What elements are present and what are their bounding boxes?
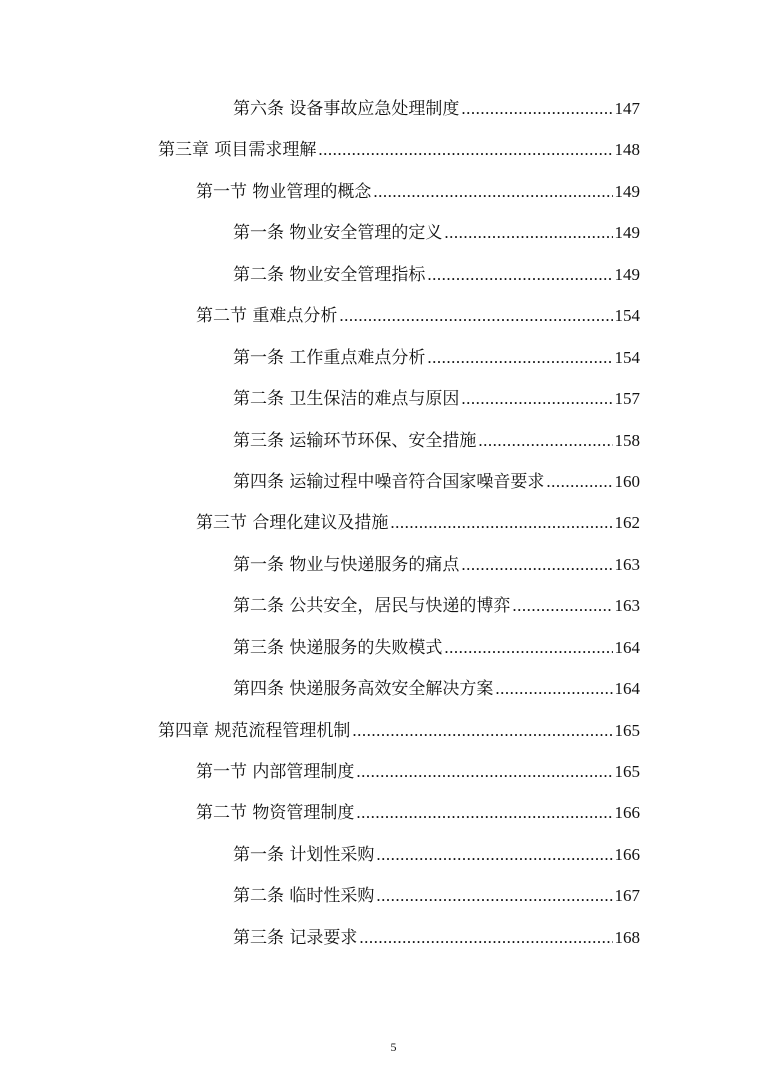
toc-dot-leader [373,171,612,212]
toc-dot-leader [444,212,612,253]
toc-dot-leader [339,295,612,336]
toc-entry-page: 165 [614,762,640,781]
toc-dot-leader [352,710,612,751]
toc-entry-title: 第三节 合理化建议及措施 [196,513,389,534]
toc-entry[interactable] [0,544,640,585]
toc-dot-leader [427,337,612,378]
toc-entry-page: 164 [614,637,640,657]
toc-entry[interactable] [0,420,640,461]
toc-entry[interactable] [0,129,640,170]
toc-dot-leader [356,792,612,833]
toc-entry-title: 第三章 项目需求理解 [158,140,317,161]
toc-dot-leader [546,461,612,502]
toc-entry-page: 158 [614,430,640,450]
toc-entry-title: 第四章 规范流程管理机制 [158,720,351,741]
toc-entry-title: 第一条 工作重点难点分析 [233,347,426,368]
toc-entry-page: 157 [614,389,640,409]
toc-entry[interactable] [0,212,640,253]
toc-entry[interactable] [0,461,640,502]
toc-dot-leader [359,917,612,958]
page-number: 5 [390,1040,397,1054]
toc-entry-page: 162 [614,513,640,533]
toc-entry[interactable] [0,627,640,668]
toc-entry-page: 149 [614,223,640,243]
toc-entry-title: 第四条 快递服务高效安全解决方案 [233,679,494,700]
toc-entry[interactable] [0,710,640,751]
toc-entry-page: 148 [614,140,640,160]
toc-entry-page: 166 [614,844,640,864]
toc-entry-page: 149 [614,264,640,284]
toc-dot-leader [356,751,612,792]
toc-entry-page: 165 [614,720,640,740]
toc-entry[interactable] [0,585,640,626]
toc-entry[interactable] [0,917,640,958]
toc-entry[interactable] [0,171,640,212]
toc-dot-leader [318,129,612,170]
toc-entry-page: 166 [614,803,640,823]
toc-entry-page: 163 [614,554,640,574]
toc-entry-page: 147 [614,99,640,118]
toc-dot-leader [427,254,612,295]
toc-dot-leader [444,627,612,668]
toc-entry[interactable] [0,88,640,129]
toc-entry-page: 168 [614,927,640,947]
toc-entry[interactable] [0,295,640,336]
toc-entry-title: 第二条 临时性采购 [233,886,375,907]
toc-dot-leader [478,420,612,461]
toc-entry-title: 第一节 内部管理制度 [196,762,355,782]
toc-dot-leader [461,544,612,585]
toc-entry-title: 第一条 物业安全管理的定义 [233,223,443,244]
toc-dot-leader [376,875,612,916]
toc-entry-title: 第二条 物业安全管理指标 [233,264,426,285]
toc-entry-page: 149 [614,181,640,201]
toc-entry-title: 第二节 重难点分析 [196,306,338,327]
toc-entry-title: 第一条 计划性采购 [233,844,375,865]
toc-entry[interactable] [0,378,640,419]
toc-entry-title: 第三条 快递服务的失败模式 [233,637,443,658]
toc-entry-title: 第二条 公共安全，居民与快递的博弈 [233,596,511,617]
toc-entry-title: 第三条 运输环节环保、安全措施 [233,430,477,451]
toc-entry-title: 第二节 物资管理制度 [196,803,355,824]
toc-entry-page: 167 [614,886,640,906]
toc-entry-title: 第二条 卫生保洁的难点与原因 [233,389,460,410]
toc-entry[interactable] [0,668,640,709]
toc-dot-leader [390,502,612,543]
toc-entry-title: 第一节 物业管理的概念 [196,181,372,202]
toc-entry-title: 第四条 运输过程中噪音符合国家噪音要求 [233,471,545,492]
toc-dot-leader [495,668,612,709]
toc-entry-page: 163 [614,596,640,616]
toc-entry-title: 第三条 记录要求 [233,927,358,948]
toc-entry-page: 154 [614,347,640,367]
toc-entry[interactable] [0,254,640,295]
toc-entry[interactable] [0,502,640,543]
toc-dot-leader [461,378,612,419]
toc-entry-page: 154 [614,306,640,326]
toc-dot-leader [512,585,612,626]
toc-entry[interactable] [0,834,640,875]
toc-entry-page: 164 [614,679,640,699]
toc-entry[interactable] [0,751,640,792]
toc-entry-title: 第一条 物业与快递服务的痛点 [233,554,460,575]
toc-entry[interactable] [0,337,640,378]
toc-dot-leader [461,88,612,129]
toc-dot-leader [376,834,612,875]
toc-entry[interactable] [0,792,640,833]
toc-entry[interactable] [0,875,640,916]
table-of-contents [0,88,761,958]
toc-entry-page: 160 [614,471,640,491]
toc-entry-title: 第六条 设备事故应急处理制度 [233,99,460,119]
